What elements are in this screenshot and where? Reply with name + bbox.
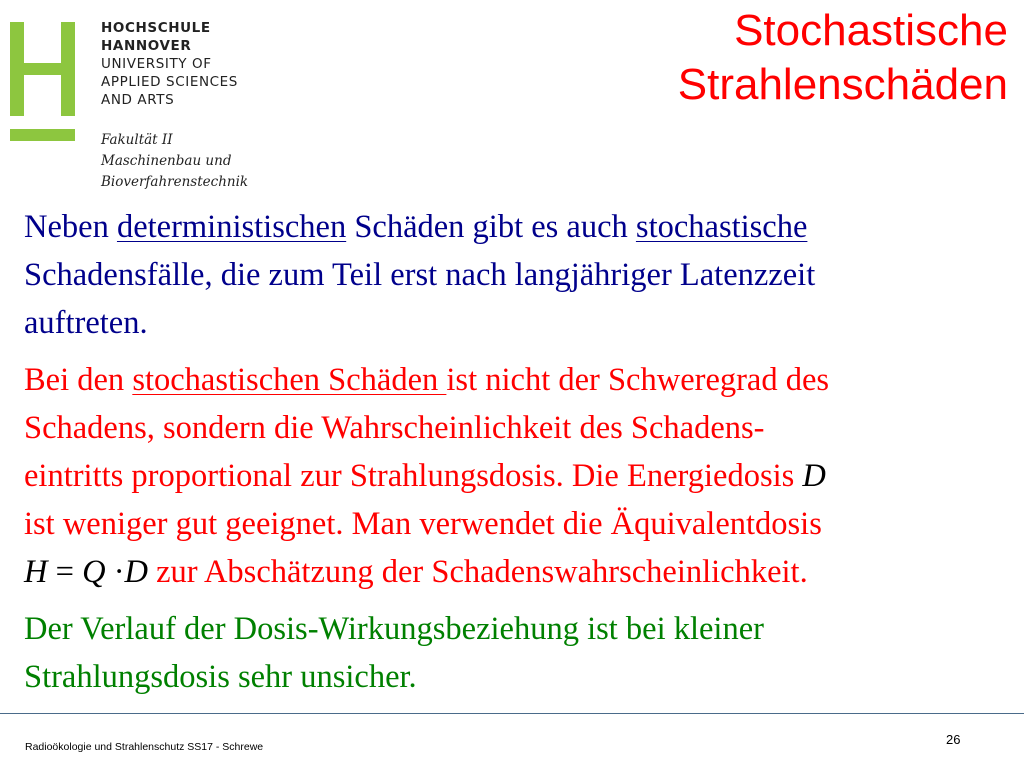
underlined-term: deterministischen [116, 209, 347, 245]
math-variable: D [802, 458, 826, 494]
math-operator: · [105, 554, 125, 590]
slide-title [678, 4, 1008, 112]
paragraph-stochastic [24, 356, 1014, 596]
text-line: Strahlungsdosis sehr unsicher. [24, 659, 417, 695]
text-line: auftreten. [24, 305, 148, 341]
university-name-line: HANNOVER [101, 38, 192, 54]
slide-body [24, 203, 1014, 701]
text-line [24, 452, 1014, 500]
math-variable: D [124, 554, 148, 590]
paragraph-deterministic [24, 203, 1014, 347]
text-line [24, 203, 1014, 251]
math-operator: = [47, 554, 83, 590]
math-variable: H [24, 554, 48, 590]
university-name-line: AND ARTS [101, 92, 175, 108]
text-line: Schadensfälle, die zum Teil erst nach langjähriger Latenzzeit [24, 257, 816, 293]
math-variable: Q [82, 554, 106, 590]
faculty-line: Maschinenbau und [101, 153, 232, 169]
underlined-term: stochastische [635, 209, 808, 245]
text-line: ist weniger gut geeignet. Man verwendet die Äquivalentdosis [24, 506, 822, 542]
slide-title-line: Stochastische [734, 6, 1008, 55]
faculty-line: Fakultät II [101, 132, 173, 148]
faculty-name [101, 130, 248, 193]
text-line: Schadens, sondern die Wahrscheinlichkeit des Schadens- [24, 410, 765, 446]
hochschule-hannover-logo-icon [10, 22, 76, 144]
text-line: Der Verlauf der Dosis-Wirkungsbeziehung ist bei kleiner [24, 611, 764, 647]
text-line [24, 356, 1014, 404]
text-run: Schäden gibt es auch [346, 209, 636, 245]
page-number: 26 [946, 732, 961, 747]
university-name-line: APPLIED SCIENCES [101, 74, 238, 90]
paragraph-dose-response [24, 605, 1014, 701]
faculty-line: Bioverfahrenstechnik [101, 174, 249, 190]
footer-divider [0, 713, 1024, 714]
text-run: eintritts proportional zur Strahlungsdosis. Die Energiedosis [24, 458, 803, 494]
underlined-term: stochastischen Schäden [132, 362, 447, 398]
university-name-line: HOCHSCHULE [101, 20, 211, 36]
text-run: ist nicht der Schweregrad des [446, 362, 830, 398]
text-run: zur Abschätzung der Schadenswahrscheinlichkeit. [148, 554, 808, 590]
text-run: Neben [24, 209, 117, 245]
university-name-line: UNIVERSITY OF [101, 56, 212, 72]
footer-course-title: Radioökologie und Strahlenschutz SS17 - Schrewe [25, 741, 264, 753]
formula-line [24, 548, 1014, 596]
slide-title-line: Strahlenschäden [677, 60, 1008, 109]
text-run: Bei den [24, 362, 133, 398]
university-name [101, 19, 238, 109]
